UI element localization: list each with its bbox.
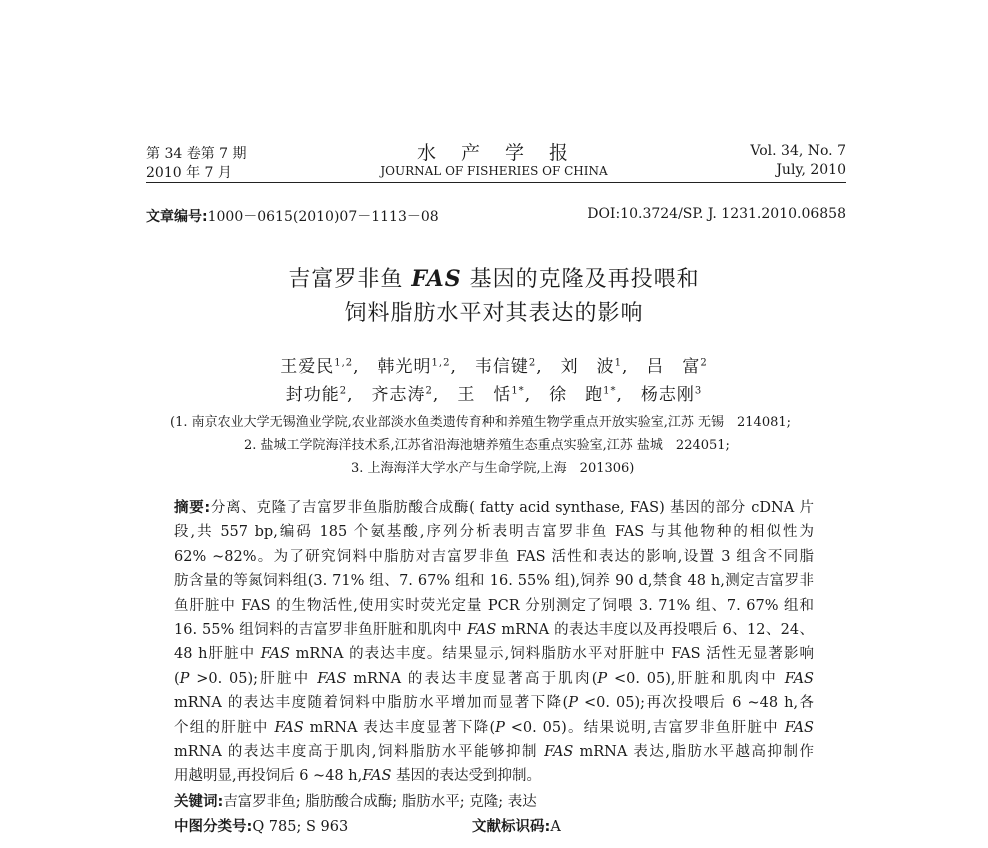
italic-term: FAS — [274, 719, 304, 736]
classification-label: 中图分类号: — [174, 819, 253, 835]
title-line-2: 饲料脂肪水平对其表达的影响 — [344, 301, 644, 326]
abstract-line: 鱼肝脏中 FAS 的生物活性,使用实时荧光定量 PCR 分别测定了饲喂 3. 71% 组、7. 67% 组和 — [174, 597, 814, 614]
abstract-line: 用越明显,再投饲后 6 ~48 h,FAS 基因的表达受到抑制。 — [174, 768, 542, 785]
author-name: 吕 富 — [646, 357, 701, 377]
author-affiliation-mark: 1 — [614, 357, 622, 369]
italic-term: FAS — [544, 744, 574, 761]
authors-line-1: 王爱民$^{1,2}$, 韩光明$^{1,2}$, 韦信键$^2$, 刘 波$^1$, 吕 富$^2$ — [280, 357, 708, 377]
italic-term: P — [495, 719, 505, 736]
title-gene: FAS — [411, 266, 462, 292]
document-code — [472, 815, 561, 836]
affiliation-2: 2. 盐城工学院海洋技术系,江苏省沿海池塘养殖生态重点实验室,江苏 盐城 224051; — [244, 438, 730, 453]
author-affiliation-mark: 2 — [528, 357, 537, 369]
abstract-line: 48 h肝脏中 FAS mRNA 的表达丰度。结果显示,饲料脂肪水平对肝脏中 FAS 活性无显著影响 — [174, 646, 814, 663]
author-name: 王爱民 — [280, 357, 335, 377]
abstract-line: mRNA 的表达丰度高于肌肉,饲料脂肪水平能够抑制 FAS mRNA 表达,脂肪水平越高抑制作 — [174, 744, 815, 761]
classification-text: Q 785; S 963 — [252, 819, 349, 835]
author-name: 韦信键 — [474, 357, 529, 377]
classification — [174, 815, 348, 836]
article-id-label: 文章编号: — [146, 209, 208, 225]
keywords-text: 吉富罗非鱼; 脂肪酸合成酶; 脂肪水平; 克隆; 表达 — [223, 794, 537, 810]
abstract-line: (P >0. 05);肝脏中 FAS mRNA 的表达丰度显著高于肌肉(P <0. 05),肝脏和肌肉中 FAS — [174, 670, 814, 687]
author-affiliation-mark: 1* — [603, 385, 617, 397]
author-name: 杨志刚 — [640, 385, 695, 405]
abstract-line: 段,共 557 bp,编码 185 个氨基酸,序列分析表明吉富罗非鱼 FAS 与其他物种的相似性为 — [174, 524, 814, 541]
date-cn: 2010 年 7 月 — [146, 165, 232, 181]
italic-term: FAS — [467, 622, 497, 639]
abstract-label: 摘要: — [174, 500, 211, 516]
volume-issue-en: Vol. 34, No. 7 — [750, 143, 846, 159]
title-line-1 — [0, 262, 988, 293]
author-affiliation-mark: 1* — [511, 385, 525, 397]
document-code-text: A — [550, 819, 561, 835]
abstract-line: 62% ~82%。为了研究饲料中脂肪对吉富罗非鱼 FAS 活性和表达的影响,设置 3 组含不同脂 — [174, 548, 814, 565]
author-affiliation-mark: 1,2 — [431, 357, 451, 369]
author-name: 刘 波 — [560, 357, 615, 377]
italic-term: P — [568, 695, 578, 712]
italic-term: FAS — [784, 670, 814, 687]
abstract-line: 摘要:分离、克隆了吉富罗非鱼脂肪酸合成酶( fatty acid synthase, FAS) 基因的部分 cDNA 片 — [174, 500, 814, 516]
affiliation-1: (1. 南京农业大学无锡渔业学院,农业部淡水鱼类遗传育种和养殖生物学重点开放实验室,江苏 无锡 214081; — [170, 415, 792, 430]
author-affiliation-mark: 2 — [425, 385, 433, 397]
author-name: 韩光明 — [377, 357, 432, 377]
journal-title-cn: 水 产 学 报 — [416, 142, 571, 164]
author-name: 王 恬 — [457, 385, 512, 405]
author-name: 封功能 — [285, 385, 340, 405]
author-name: 齐志涛 — [371, 385, 426, 405]
italic-term: FAS — [317, 670, 347, 687]
abstract-line: 16. 55% 组饲料的吉富罗非鱼肝脏和肌肉中 FAS mRNA 的表达丰度以及再投喂后 6、12、24、 — [174, 622, 814, 639]
abstract-line: mRNA 的表达丰度随着饲料中脂肪水平增加而显著下降(P <0. 05);再次投喂后 6 ~48 h,各 — [174, 695, 815, 712]
italic-term: P — [179, 670, 190, 687]
author-name: 徐 跑 — [549, 385, 604, 405]
keywords-label: 关键词: — [174, 794, 224, 810]
author-affiliation-mark: 2 — [700, 357, 708, 369]
abstract — [174, 496, 814, 789]
italic-term: FAS — [784, 719, 814, 736]
journal-title-en: JOURNAL OF FISHERIES OF CHINA — [380, 164, 608, 178]
italic-term: FAS — [260, 646, 290, 663]
affiliation-3: 3. 上海海洋大学水产与生命学院,上海 201306) — [351, 461, 635, 476]
italic-term: P — [597, 670, 608, 687]
abstract-line: 个组的肝脏中 FAS mRNA 表达丰度显著下降(P <0. 05)。结果说明,吉富罗非鱼肝脏中 FAS — [174, 719, 814, 736]
doi: DOI:10.3724/SP. J. 1231.2010.06858 — [587, 206, 846, 222]
document-code-label: 文献标识码: — [472, 819, 551, 835]
italic-term: FAS — [362, 768, 392, 785]
volume-issue-cn: 第 34 卷第 7 期 — [146, 146, 247, 162]
article-id-value: 1000－0615(2010)07－1113－08 — [207, 209, 439, 225]
article-id — [146, 206, 439, 226]
title-text: 吉富罗非鱼 — [288, 267, 412, 292]
header-rule — [146, 182, 846, 183]
author-affiliation-mark: 2 — [339, 385, 348, 397]
date-en: July, 2010 — [776, 162, 846, 178]
abstract-line: 肪含量的等氮饲料组(3. 71% 组、7. 67% 组和 16. 55% 组),饲养 90 d,禁食 48 h,测定吉富罗非 — [174, 573, 814, 590]
author-affiliation-mark: 3 — [694, 385, 703, 397]
authors-line-2: 封功能$^2$, 齐志涛$^2$, 王 恬$^{1*}$, 徐 跑$^{1*}$, 杨志刚$^3$ — [285, 385, 703, 405]
keywords — [174, 790, 537, 811]
title-text: 基因的克隆及再投喂和 — [461, 267, 700, 292]
author-affiliation-mark: 1,2 — [334, 357, 354, 369]
